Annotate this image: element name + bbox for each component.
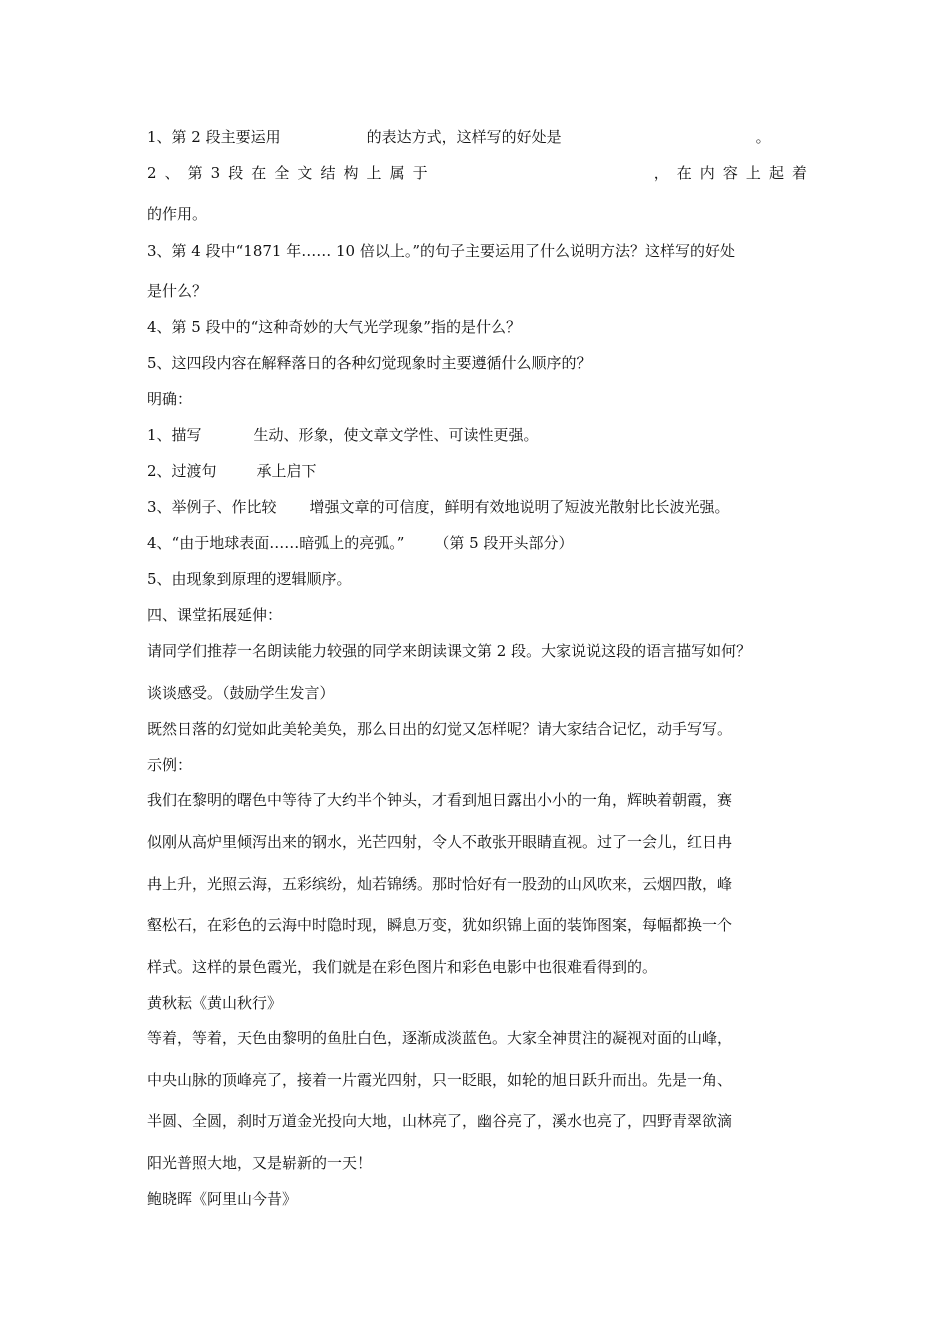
- answer-2-text: 承上启下: [256, 462, 317, 480]
- question-2-line1: [147, 163, 807, 183]
- answer-5: 5、由现象到原理的逻辑顺序。: [147, 570, 352, 588]
- answer-4: [147, 533, 573, 553]
- answer-2-label: 2、过渡句: [147, 462, 217, 480]
- example-1-line: 冉上升，光照云海，五彩缤纷，灿若锦绣。那时恰好有一股劲的山风吹来，云烟四散，峰: [147, 875, 733, 893]
- answer-4-text: （第 5 段开头部分）: [434, 534, 574, 552]
- q2-comma: ，: [653, 164, 669, 182]
- q2-char: 第: [187, 164, 203, 182]
- extension-paragraph-1-line1: 请同学们推荐一名朗读能力较强的同学来朗读课文第 2 段。大家说说这段的语言描写如何？: [147, 642, 752, 660]
- answer-2: [147, 461, 317, 481]
- example-2-line: 阳光普照大地，又是崭新的一天！: [147, 1154, 373, 1172]
- q2-char: 结: [320, 164, 336, 182]
- q2-char: 上: [366, 164, 382, 182]
- q2-char: 于: [412, 164, 428, 182]
- extension-heading: 四、课堂拓展延伸：: [147, 606, 283, 624]
- example-1-line: 样式。这样的景色霞光，我们就是在彩色图片和彩色电影中也很难看得到的。: [147, 958, 658, 976]
- answer-3-text: 增强文章的可信度，鲜明有效地说明了短波光散射比长波光强。: [309, 498, 730, 516]
- q2-char: 起: [768, 164, 784, 182]
- q2-char: 容: [722, 164, 738, 182]
- answer-3-label: 3、举例子、作比较: [147, 498, 277, 516]
- question-1: [147, 127, 771, 147]
- answer-1-label: 1、描写: [147, 426, 202, 444]
- question-3-line2: 是什么？: [147, 282, 208, 300]
- extension-paragraph-2: 既然日落的幻觉如此美轮美奂，那么日出的幻觉又怎样呢？请大家结合记忆，动手写写。: [147, 720, 733, 738]
- question-2-line2: 的作用。: [147, 205, 208, 223]
- question-3-line1: 3、第 4 段中“1871 年…… 10 倍以上。”的句子主要运用了什么说明方法？这样写的好处: [147, 242, 736, 260]
- q2-char: 3: [210, 164, 221, 182]
- example-2-line: 半圆、全圆，刹时万道金光投向大地，山林亮了，幽谷亮了，溪水也亮了，四野青翠欲滴: [147, 1112, 733, 1130]
- answers-heading: 明确：: [147, 390, 193, 408]
- question-4: 4、第 5 段中的“这种奇妙的大气光学现象”指的是什么？: [147, 318, 521, 336]
- question-5: 5、这四段内容在解释落日的各种幻觉现象时主要遵循什么顺序的？: [147, 354, 592, 372]
- example-label: 示例：: [147, 756, 193, 774]
- example-2-line: 中央山脉的顶峰亮了，接着一片霞光四射，只一眨眼，如轮的旭日跃升而出。先是一角、: [147, 1071, 733, 1089]
- q2-char: 在: [676, 164, 692, 182]
- question-1-part1: 1、第 2 段主要运用: [147, 128, 281, 146]
- example-1-line: 我们在黎明的曙色中等待了大约半个钟头，才看到旭日露出小小的一角，辉映着朝霞，赛: [147, 791, 733, 809]
- answer-1: [147, 425, 539, 445]
- q2-char: 属: [389, 164, 405, 182]
- answer-4-label: 4、“由于地球表面……暗弧上的亮弧。”: [147, 534, 405, 552]
- answer-3: [147, 497, 730, 517]
- example-1-source: 黄秋耘《黄山秋行》: [147, 994, 283, 1012]
- q2-char: 着: [791, 164, 807, 182]
- q2-char: 文: [297, 164, 313, 182]
- q2-char: 上: [745, 164, 761, 182]
- q2-char: 段: [228, 164, 244, 182]
- example-1-line: 似刚从高炉里倾泻出来的钢水，光芒四射，令人不敢张开眼睛直视。过了一会儿，红日冉: [147, 833, 733, 851]
- q2-char: 2: [147, 164, 157, 182]
- example-1-line: 壑松石，在彩色的云海中时隐时现，瞬息万变，犹如织锦上面的装饰图案，每幅都换一个: [147, 916, 733, 934]
- q2-char: 在: [251, 164, 267, 182]
- q2-char: 全: [274, 164, 290, 182]
- extension-paragraph-1-line2: 谈谈感受。（鼓励学生发言）: [147, 684, 335, 702]
- example-2-source: 鲍晓晖《阿里山今昔》: [147, 1190, 298, 1208]
- question-1-part2: 的表达方式，这样写的好处是: [366, 128, 562, 146]
- answer-1-text: 生动、形象，使文章文学性、可读性更强。: [253, 426, 539, 444]
- example-2-line: 等着，等着，天色由黎明的鱼肚白色，逐渐成淡蓝色。大家全神贯注的凝视对面的山峰，: [147, 1029, 733, 1047]
- q2-char: 内: [699, 164, 715, 182]
- q2-char: 、: [164, 164, 180, 182]
- question-1-part3: 。: [755, 128, 771, 146]
- q2-char: 构: [343, 164, 359, 182]
